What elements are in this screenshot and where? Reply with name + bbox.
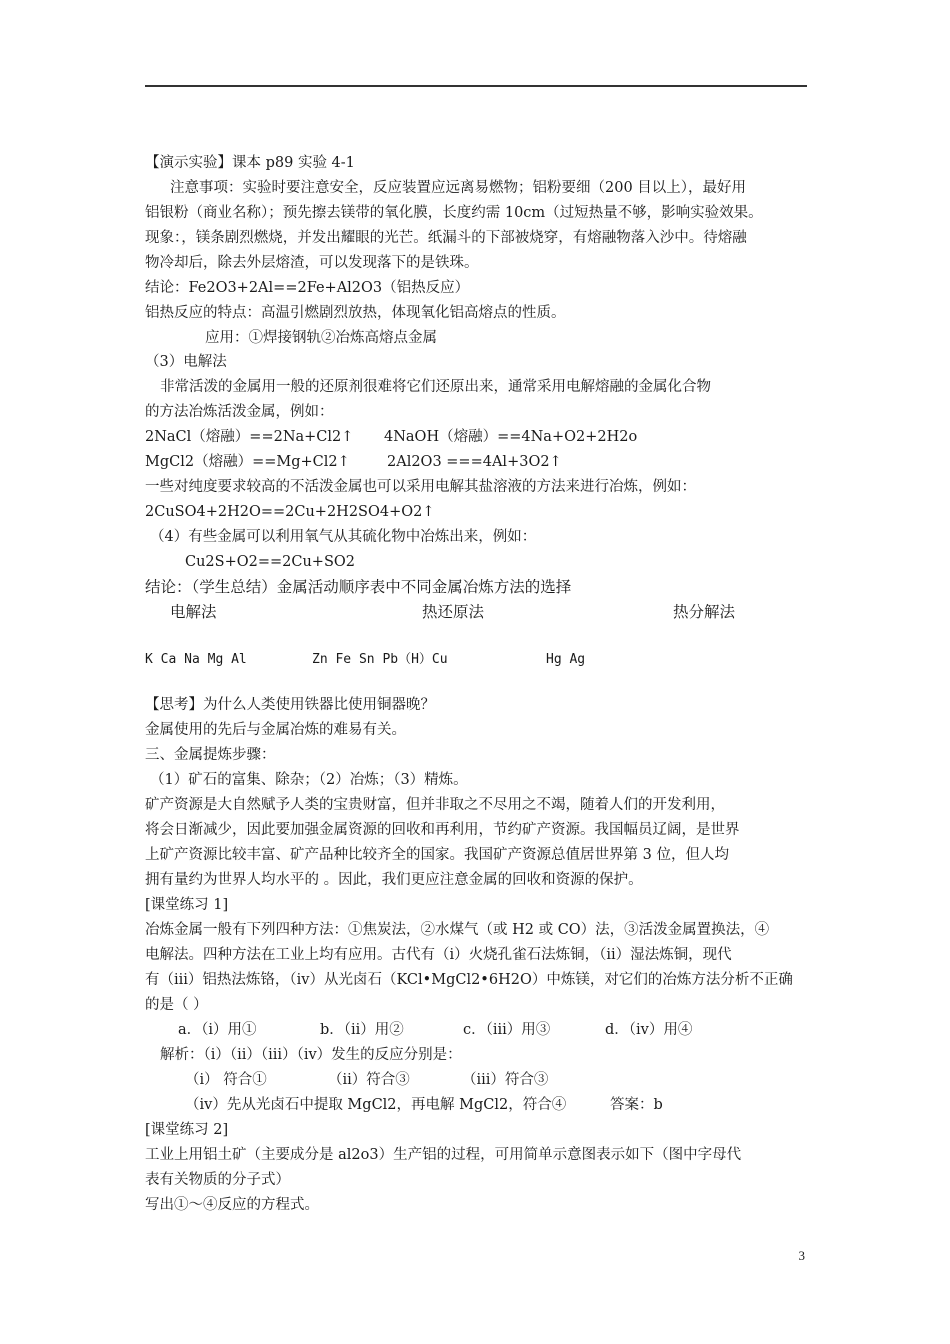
demo-heading: 【演示实验】课本 p89 实验 4-1 — [145, 155, 355, 171]
analysis-i: （ⅰ） 符合① — [185, 1072, 267, 1088]
thermite-conclusion: 结论：Fe2O3+2Al==2Fe+Al2O3（铝热反应） — [145, 280, 470, 296]
option-d: d．（ⅳ）用④ — [605, 1022, 693, 1038]
resources-para-4: 拥有量约为世界人均水平的 。因此，我们更应注意金属的回收和资源的保护。 — [145, 872, 643, 888]
analysis-iii: （ⅲ）符合③ — [462, 1072, 549, 1088]
resources-para-3: 上矿产资源比较丰富、矿产品种比较齐全的国家。我国矿产资源总值居世界第 3 位，但人均 — [145, 847, 729, 863]
metals-group-2: Zn Fe Sn Pb（H）Cu — [312, 652, 448, 667]
section-three-heading: 三、金属提炼步骤： — [145, 747, 276, 763]
think-question: 【思考】为什么人类使用铁器比使用铜器晚？ — [145, 697, 435, 713]
analysis-ii: （ⅱ）符合③ — [328, 1072, 410, 1088]
metals-group-1: K Ca Na Mg Al — [145, 652, 247, 667]
exercise-1-line-2: 电解法。四种方法在工业上均有应用。古代有（ⅰ）火烧孔雀石法炼铜，（ⅱ）湿法炼铜，现代 — [145, 947, 732, 963]
phenomenon-line-2: 物冷却后，除去外层熔渣，可以发现落下的是铁珠。 — [145, 255, 479, 271]
exercise-2-line-3: 写出①～④反应的方程式。 — [145, 1197, 319, 1213]
page-number: 3 — [798, 1248, 805, 1263]
electrolysis-para-1: 非常活泼的金属用一般的还原剂很难将它们还原出来，通常采用电解熔融的金属化合物 — [160, 379, 711, 395]
metals-group-3: Hg Ag — [546, 652, 586, 667]
salt-electrolysis-text: 一些对纯度要求较高的不活泼金属也可以采用电解其盐溶液的方法来进行冶炼，例如： — [145, 479, 696, 495]
exercise-1-line-4: 的是（ ） — [145, 997, 208, 1013]
equation-mgcl2: MgCl2（熔融）==Mg+Cl2↑ — [145, 454, 350, 470]
think-answer: 金属使用的先后与金属冶炼的难易有关。 — [145, 722, 406, 738]
equation-nacl: 2NaCl（熔融）==2Na+Cl2↑ — [145, 429, 354, 445]
exercise-2-line-1: 工业上用铝土矿（主要成分是 al2o3）生产铝的过程，可用简单示意图表示如下（图中字母代 — [145, 1147, 742, 1163]
analysis-heading: 解析：（ⅰ）（ⅱ）（ⅲ）（ⅳ）发生的反应分别是： — [160, 1047, 462, 1063]
equation-naoh: 4NaOH（熔融）==4Na+O2+2H2o — [384, 429, 638, 445]
notes-line-1: 注意事项：实验时要注意安全，反应装置应远离易燃物；铝粉要细（200 目以上），最好用 — [170, 180, 747, 196]
exercise-2-line-2: 表有关物质的分子式） — [145, 1172, 290, 1188]
electrolysis-heading: （3）电解法 — [145, 354, 227, 370]
exercise-1-heading: [课堂练习 1] — [145, 897, 229, 913]
method-thermal-reduction: 热还原法 — [422, 603, 485, 621]
exercise-1-line-3: 有（ⅲ）铝热法炼铬，（ⅳ）从光卤石（KCl•MgCl2•6H2O）中炼镁，对它们的冶炼方法分析不正确 — [145, 972, 793, 988]
resources-para-2: 将会日渐减少，因此要加强金属资源的回收和再利用，节约矿产资源。我国幅员辽阔，是世界 — [145, 822, 740, 838]
refining-steps: （1）矿石的富集、除杂；（2）冶炼；（3）精炼。 — [150, 772, 468, 788]
option-b: b．（ⅱ）用② — [320, 1022, 404, 1038]
resources-para-1: 矿产资源是大自然赋予人类的宝贵财富，但并非取之不尽用之不竭，随着人们的开发利用， — [145, 797, 725, 813]
sulfide-heading: （4）有些金属可以利用氧气从其硫化物中冶炼出来，例如： — [150, 529, 537, 545]
summary-conclusion: 结论：（学生总结）金属活动顺序表中不同金属冶炼方法的选择 — [145, 578, 572, 596]
option-a: a．（ⅰ）用① — [178, 1022, 257, 1038]
equation-al2o3: 2Al2O3 ===4Al+3O2↑ — [387, 454, 562, 470]
exercise-1-line-1: 冶炼金属一般有下列四种方法：①焦炭法，②水煤气（或 H2 或 CO）法，③活泼金属置换法，④ — [145, 922, 770, 938]
phenomenon-line-1: 现象：，镁条剧烈燃烧，并发出耀眼的光芒。纸漏斗的下部被烧穿，有熔融物落入沙中。待熔融 — [145, 230, 747, 246]
equation-cuso4: 2CuSO4+2H2O==2Cu+2H2SO4+O2↑ — [145, 504, 435, 520]
header-rule — [145, 85, 807, 87]
thermite-applications: 应用：①焊接钢轨②冶炼高熔点金属 — [205, 330, 437, 346]
thermite-features: 铝热反应的特点：高温引燃剧烈放热，体现氧化铝高熔点的性质。 — [145, 305, 566, 321]
exercise-2-heading: [课堂练习 2] — [145, 1122, 229, 1138]
method-electrolysis: 电解法 — [170, 603, 217, 621]
answer: 答案：b — [610, 1097, 663, 1113]
option-c: c．（ⅲ）用③ — [463, 1022, 551, 1038]
electrolysis-para-2: 的方法冶炼活泼金属，例如： — [145, 404, 334, 420]
equation-cu2s: Cu2S+O2==2Cu+SO2 — [185, 554, 356, 570]
notes-line-2: 铝银粉（商业名称）；预先擦去镁带的氧化膜，长度约需 10cm（过短热量不够，影响实验效果。 — [145, 205, 763, 221]
method-thermal-decomposition: 热分解法 — [673, 603, 736, 621]
analysis-iv: （ⅳ）先从光卤石中提取 MgCl2，再电解 MgCl2，符合④ — [185, 1097, 567, 1113]
